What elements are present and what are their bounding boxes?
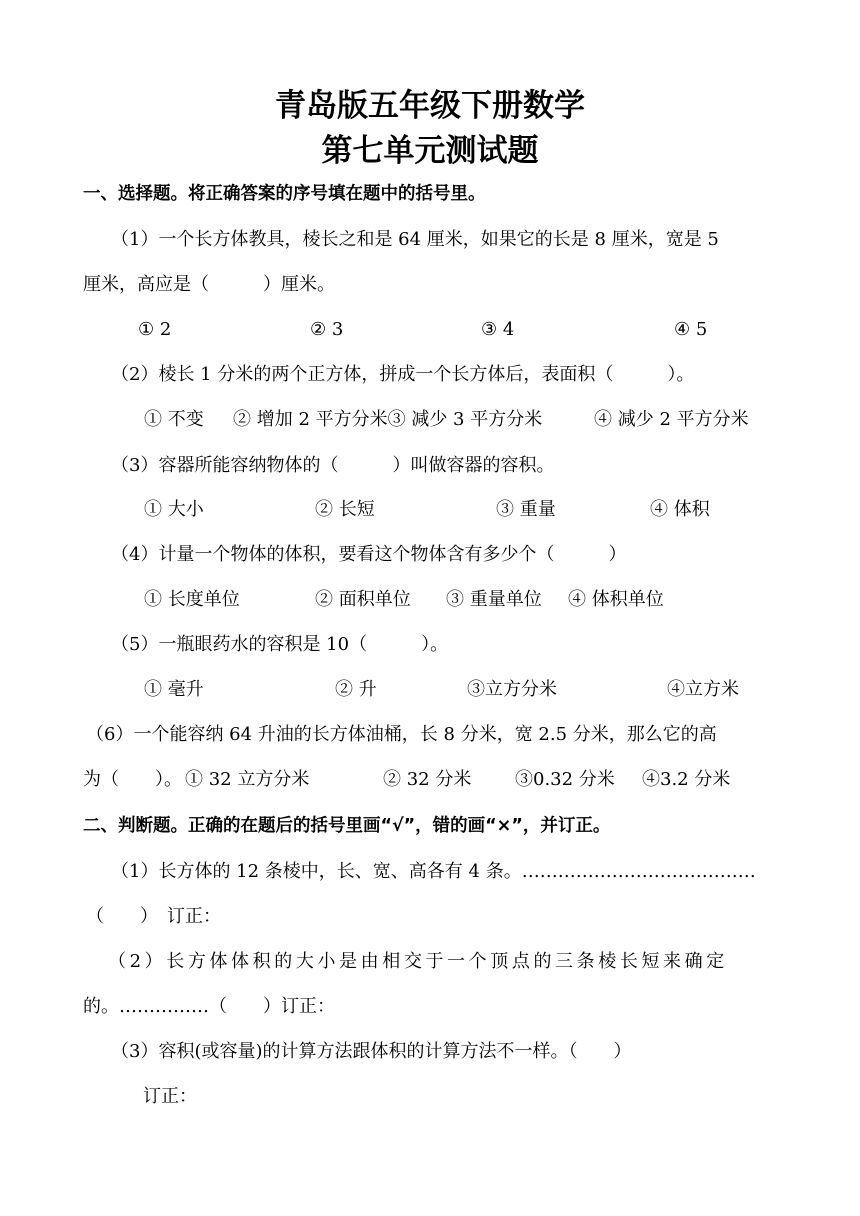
page-title-line1: 青岛版五年级下册数学 [275, 88, 585, 124]
q5-option-2: ② 升 [335, 679, 377, 700]
q2-option-2-3: ② 增加 2 平方分米③ 减少 3 平方分米 [233, 409, 543, 430]
q6-option-1: ① 32 立方分米 [185, 769, 310, 790]
q3-option-2: ② 长短 [315, 499, 375, 520]
section1-heading: 一、选择题。将正确答案的序号填在题中的括号里。 [83, 184, 486, 204]
q1-text-line2: 厘米，高应是（ ）厘米。 [83, 274, 335, 295]
q5-option-4: ④立方米 [667, 679, 739, 700]
q4-option-4: ④ 体积单位 [568, 589, 664, 610]
q5-text: （5）一瓶眼药水的容积是 10（ ）。 [111, 634, 449, 655]
judge-q1-line1: （1）长方体的 12 条棱中，长、宽、高各有 4 条。………………………………… [111, 861, 756, 882]
q1-option-4: ④ 5 [674, 319, 708, 340]
section2-heading: 二、判断题。正确的在题后的括号里画“√”，错的画“×”，并订正。 [83, 816, 611, 836]
q6-option-4: ④3.2 分米 [642, 769, 731, 790]
q1-option-1: ① 2 [138, 319, 172, 340]
q3-option-1: ① 大小 [144, 499, 204, 520]
q3-option-3: ③ 重量 [496, 499, 556, 520]
judge-q3-line1: （3）容积(或容量)的计算方法跟体积的计算方法不一样。（ ） [111, 1041, 632, 1062]
q4-option-2: ② 面积单位 [315, 589, 411, 610]
q4-text: （4）计量一个物体的体积，要看这个物体含有多少个（ ） [111, 544, 627, 565]
q5-option-3: ③立方分米 [467, 679, 557, 700]
q4-option-1: ① 长度单位 [144, 589, 240, 610]
q1-option-2: ② 3 [310, 319, 344, 340]
q2-option-1: ① 不变 [144, 409, 204, 430]
q6-text-line1: （6）一个能容纳 64 升油的长方体油桶，长 8 分米，宽 2.5 分米，那么它的高 [86, 724, 717, 745]
q6-option-3: ③0.32 分米 [515, 769, 615, 790]
q4-option-3: ③ 重量单位 [446, 589, 542, 610]
q3-text: （3）容器所能容纳物体的（ ）叫做容器的容积。 [111, 455, 555, 476]
q3-option-4: ④ 体积 [650, 499, 710, 520]
q5-option-1: ① 毫升 [144, 679, 204, 700]
page-title-line2: 第七单元测试题 [321, 133, 539, 169]
judge-q1-line2: （ ） 订正： [86, 906, 221, 927]
q2-option-4: ④ 减少 2 平方分米 [594, 409, 749, 430]
q6-option-2: ② 32 分米 [383, 769, 472, 790]
judge-q2-line1: （2）长方体体积的大小是由相交于一个顶点的三条棱长短来确定 [108, 951, 728, 972]
q1-text-line1: （1）一个长方体教具，棱长之和是 64 厘米，如果它的长是 8 厘米，宽是 5 [111, 229, 719, 250]
q1-option-3: ③ 4 [481, 319, 515, 340]
judge-q3-line2: 订正： [143, 1086, 197, 1107]
judge-q2-line2: 的。……………（ ）订正： [83, 996, 335, 1017]
q6-text-line2-prefix: 为（ ）。 [83, 769, 182, 790]
q2-text: （2）棱长 1 分米的两个正方体，拼成一个长方体后，表面积（ ）。 [111, 364, 695, 385]
